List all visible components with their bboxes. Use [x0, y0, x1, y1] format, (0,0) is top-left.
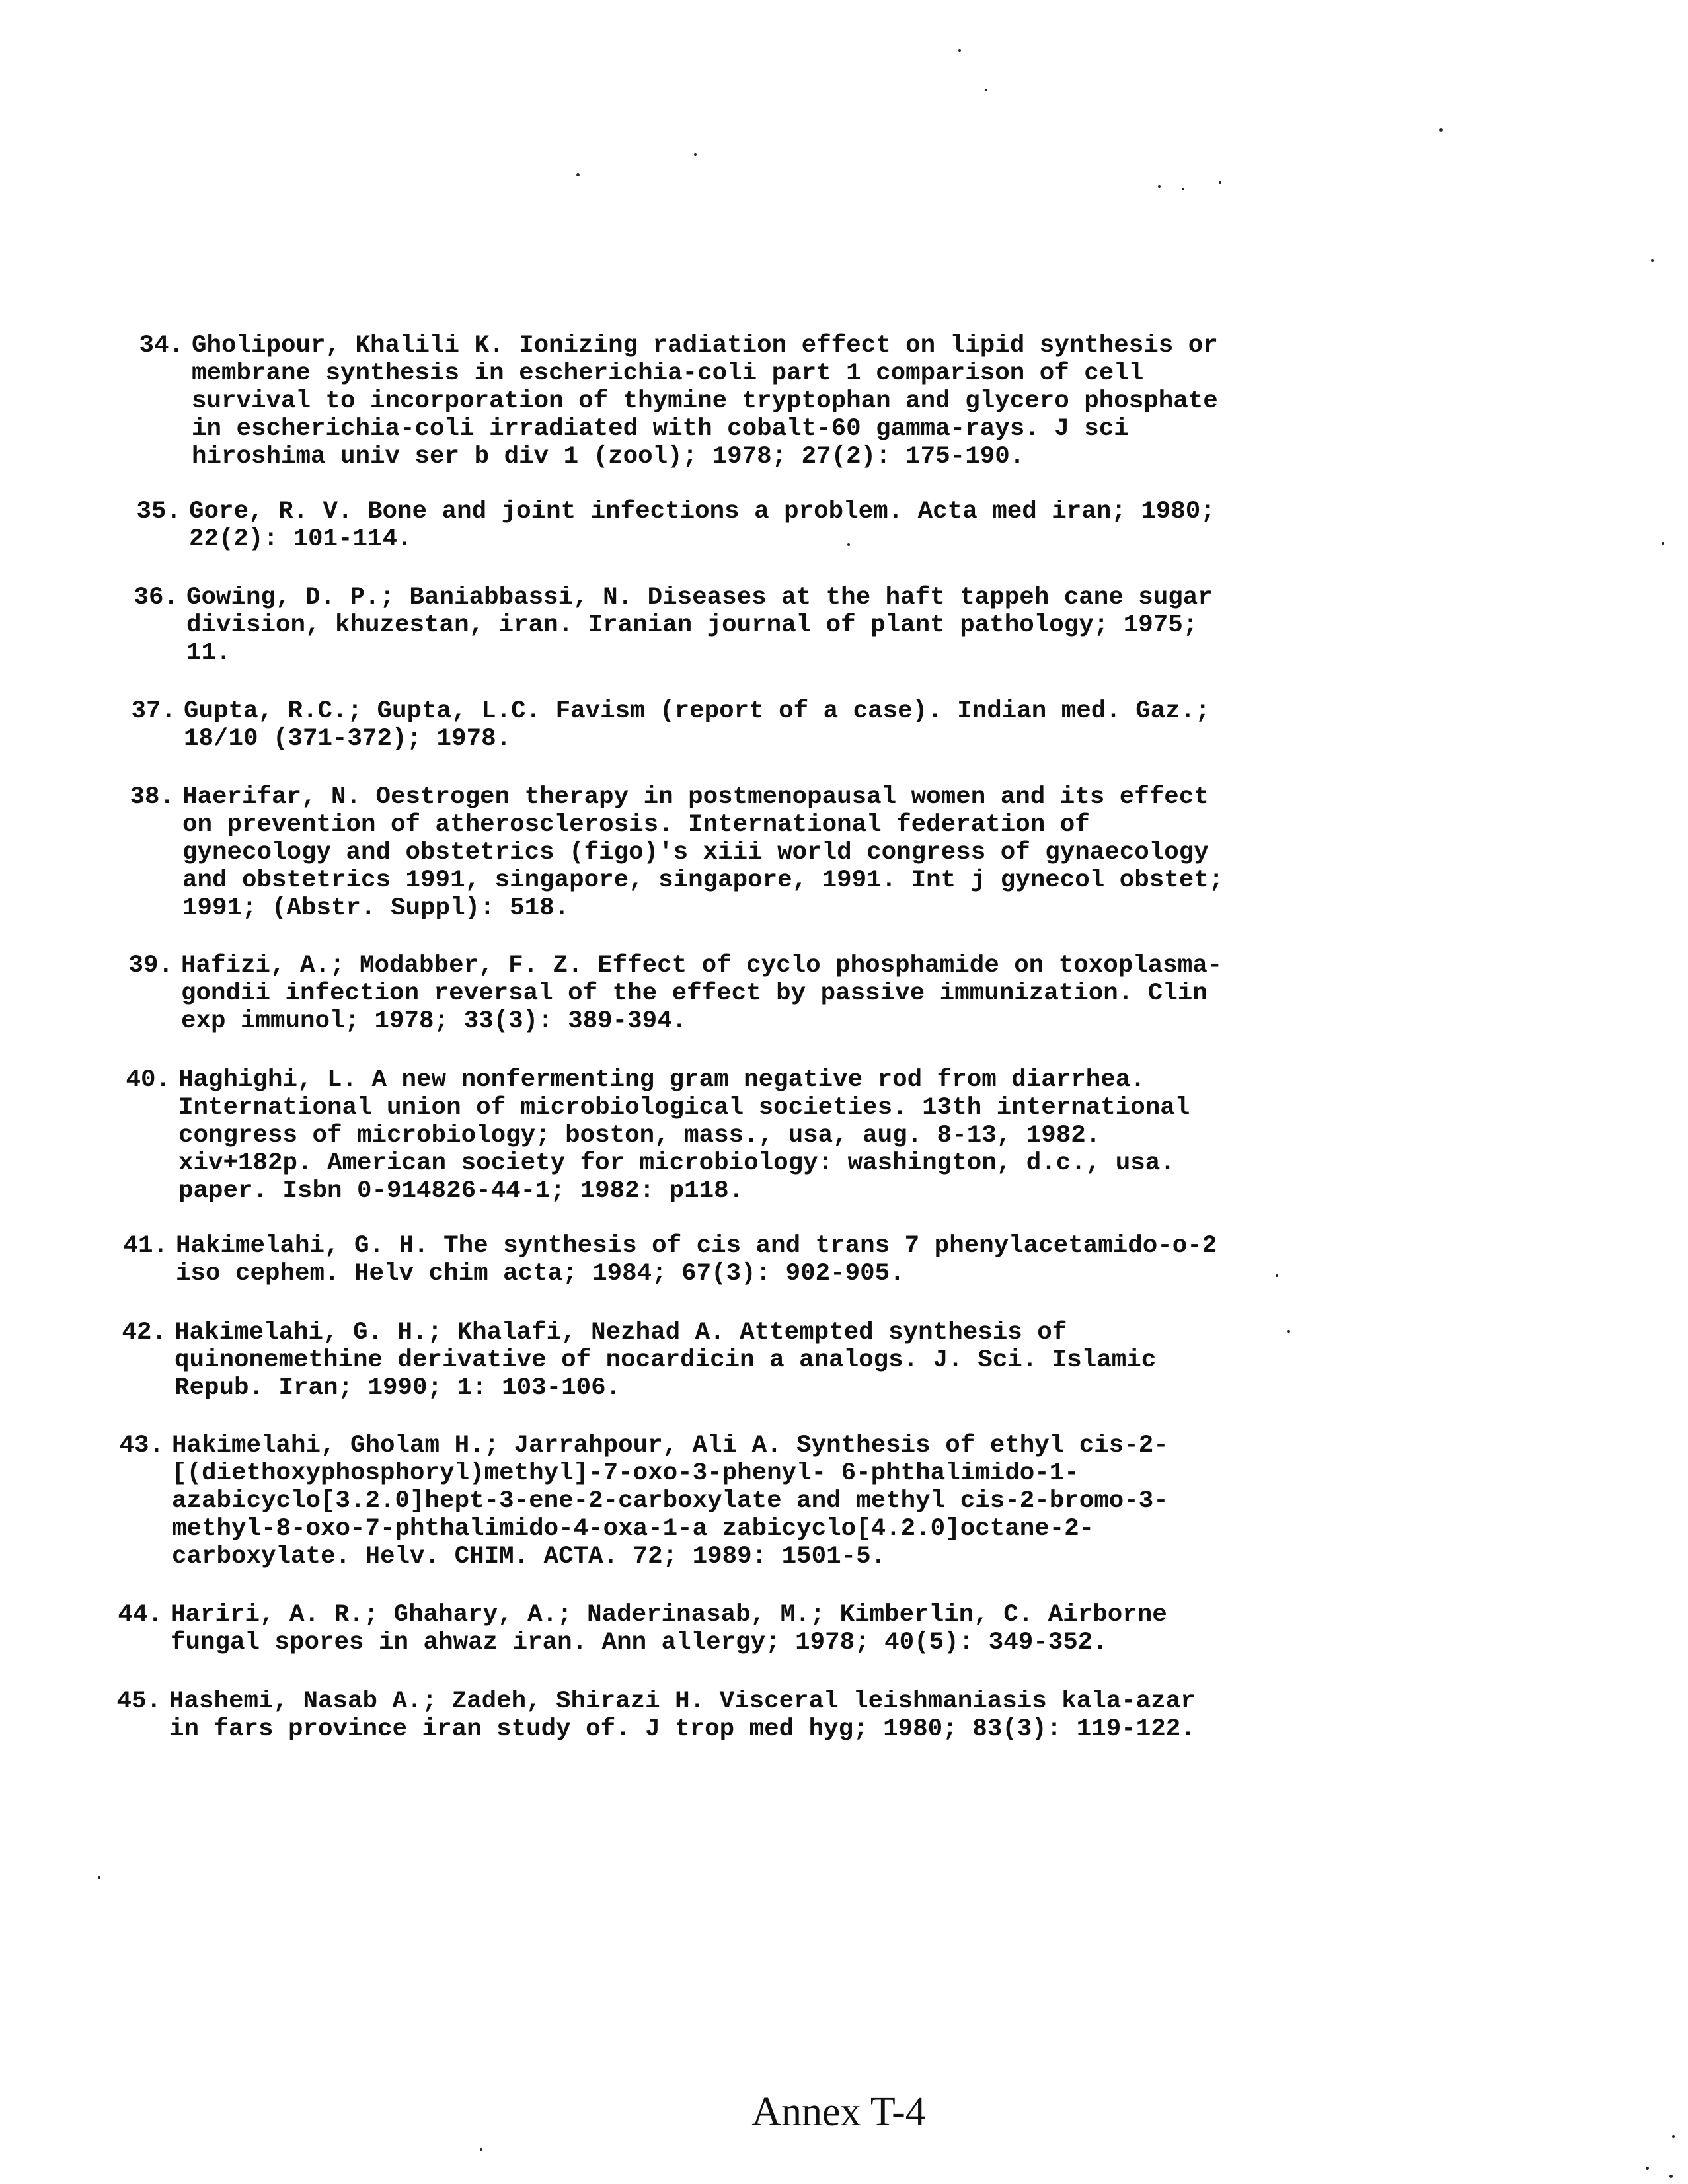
scan-speck: [1287, 1330, 1290, 1333]
reference-text: Gore, R. V. Bone and joint infections a problem. Acta med iran; 1980; 22(2): 101-114.: [189, 498, 1215, 553]
reference-number: 35.: [136, 498, 181, 526]
reference-number: 43.: [119, 1432, 164, 1460]
scan-speck: [98, 1876, 100, 1879]
scan-speck: [1276, 1274, 1278, 1277]
scan-speck: [985, 89, 987, 91]
reference-text: Hakimelahi, G. H. The synthesis of cis and trans 7 phenylacetamido-o-2 iso cephem. Helv chim acta; 1984; 67(3): 902-905.: [176, 1232, 1217, 1288]
reference-number: 45.: [116, 1688, 161, 1715]
reference-text: Hakimelahi, Gholam H.; Jarrahpour, Ali A. Synthesis of ethyl cis-2- [(diethoxyphosphoryl)methyl]-7-oxo-3-phenyl- 6-phthalimido-1- azabicyclo[3.2.0]hept-3-ene-2-carboxylate and methyl cis-2-bromo-3- methyl-8-oxo-7-phthalimido-4-oxa-1-a zabicyclo[4.2.0]octane-2- carboxylate. Helv. CHIM. ACTA. 72; 1989: 1501-5.: [172, 1432, 1169, 1571]
scan-speck: [694, 153, 697, 156]
reference-text: Gowing, D. P.; Baniabbassi, N. Diseases at the haft tappeh cane sugar division, khuzestan, iran. Iranian journal of plant pathology; 1975; 11.: [186, 584, 1213, 667]
page-footer: [0, 2089, 1688, 2135]
reference-text: Hariri, A. R.; Ghahary, A.; Naderinasab, M.; Kimberlin, C. Airborne fungal spores in ahwaz iran. Ann allergy; 1978; 40(5): 349-352.: [171, 1601, 1167, 1657]
scan-speck: [1158, 185, 1161, 188]
reference-number: 38.: [130, 783, 174, 811]
scan-speck: [1651, 259, 1654, 262]
reference-text: Haerifar, N. Oestrogen therapy in postmenopausal women and its effect on prevention of atherosclerosis. International federation of gynecology and obstetrics (figo)'s xiii world congress of gynaecology and obstetrics 1991, singapore, singapore, 1991. Int j gynecol obstet; 1991; (Abstr. Suppl): 518.: [182, 783, 1224, 922]
reference-number: 42.: [122, 1319, 167, 1346]
reference-text: Hakimelahi, G. H.; Khalafi, Nezhad A. Attempted synthesis of quinonemethine derivative of nocardicin a analogs. J. Sci. Islamic Repub. Iran; 1990; 1: 103-106.: [174, 1319, 1157, 1402]
scan-speck: [1439, 128, 1443, 132]
scan-speck: [576, 173, 580, 176]
reference-number: 36.: [134, 584, 178, 611]
reference-text: Hafizi, A.; Modabber, F. Z. Effect of cyclo phosphamide on toxoplasma- gondii infection reversal of the effect by passive immunization. Clin exp immunol; 1978; 33(3): 389-394.: [181, 952, 1223, 1035]
scan-speck: [1669, 2175, 1673, 2178]
reference-number: 34.: [139, 332, 184, 360]
reference-number: 39.: [128, 952, 173, 980]
reference-number: 40.: [126, 1066, 171, 1094]
scan-speck: [958, 49, 961, 52]
scan-speck: [1672, 2135, 1675, 2138]
annex-label: Annex T-4: [751, 2089, 926, 2134]
reference-text: Haghighi, L. A new nonfermenting gram negative rod from diarrhea. International union of microbiological societies. 13th international congress of microbiology; boston, mass., usa, aug. 8-13, 1982. xiv+182p. American society for microbiology: washington, d.c., usa. paper. Isbn 0-914826-44-1; 1982: p118.: [178, 1066, 1190, 1205]
reference-number: 37.: [131, 697, 176, 725]
reference-text: Gholipour, Khalili K. Ionizing radiation effect on lipid synthesis or membrane synthesis in escherichia-coli part 1 comparison of cell survival to incorporation of thymine tryptophan and glycero phosphate in escherichia-coli irradiated with cobalt-60 gamma-rays. J sci hiroshima univ ser b div 1 (zool); 1978; 27(2): 175-190.: [192, 332, 1218, 471]
scan-speck: [1182, 188, 1184, 190]
reference-text: Gupta, R.C.; Gupta, L.C. Favism (report of a case). Indian med. Gaz.; 18/10 (371-372); 1978.: [184, 697, 1210, 753]
reference-text: Hashemi, Nasab A.; Zadeh, Shirazi H. Visceral leishmaniasis kala-azar in fars province iran study of. J trop med hyg; 1980; 83(3): 119-122.: [169, 1688, 1196, 1743]
scan-speck: [847, 543, 850, 546]
reference-number: 41.: [123, 1232, 168, 1260]
scan-speck: [1646, 2167, 1649, 2170]
scan-speck: [480, 2148, 482, 2151]
scan-speck: [1662, 542, 1664, 545]
scan-speck: [1219, 181, 1221, 184]
reference-number: 44.: [118, 1601, 163, 1629]
